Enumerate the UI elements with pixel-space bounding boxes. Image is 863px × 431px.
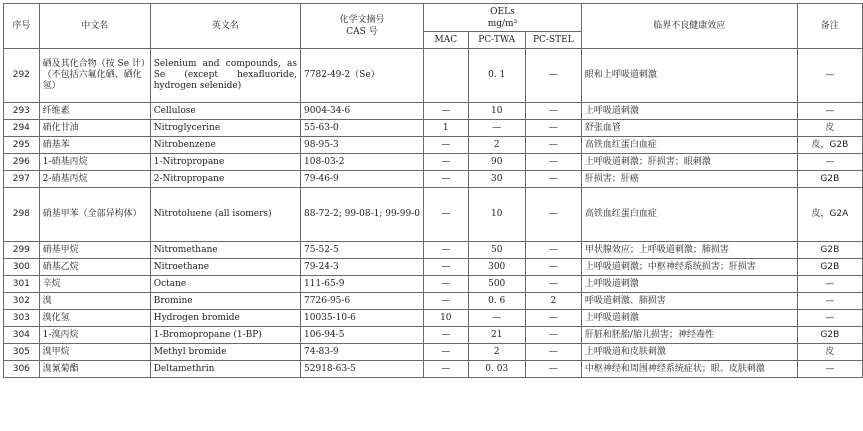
table-row — [4, 103, 863, 120]
table-row — [4, 120, 863, 137]
header-remark: 备注 — [797, 4, 862, 49]
cell-remark: 皮，G2A — [797, 188, 862, 242]
cell-cn-name: 硝基苯 — [39, 137, 150, 154]
cell-remark: — — [797, 310, 862, 327]
cell-pc-stel: — — [525, 242, 581, 259]
cell-cas: 79-24-3 — [301, 259, 424, 276]
table-row — [4, 154, 863, 171]
cell-pc-twa: — — [468, 310, 525, 327]
cell-no: 306 — [4, 361, 40, 378]
cell-cas: 7726-95-6 — [301, 293, 424, 310]
cell-remark: 皮 — [797, 120, 862, 137]
cell-no: 298 — [4, 188, 40, 242]
header-cas-line1: 化学文摘号 — [339, 15, 385, 25]
cell-pc-stel: — — [525, 310, 581, 327]
cell-mac: — — [423, 188, 468, 242]
cell-remark: — — [797, 103, 862, 120]
cell-pc-twa: — — [468, 120, 525, 137]
table-row — [4, 49, 863, 103]
cell-cn-name: 硝基甲烷 — [39, 242, 150, 259]
cell-en-name: Bromine — [150, 293, 300, 310]
cell-cas: 55-63-0 — [301, 120, 424, 137]
cell-mac: 1 — [423, 120, 468, 137]
cell-pc-stel: — — [525, 103, 581, 120]
cell-cn-name: 硝基乙烷 — [39, 259, 150, 276]
cell-pc-twa: 0. 03 — [468, 361, 525, 378]
cell-remark: G2B — [797, 242, 862, 259]
cell-mac: — — [423, 344, 468, 361]
cell-pc-twa: 0. 1 — [468, 49, 525, 103]
header-effect: 临界不良健康效应 — [581, 4, 797, 49]
cell-mac: — — [423, 242, 468, 259]
cell-cas: 108-03-2 — [301, 154, 424, 171]
cell-pc-twa: 300 — [468, 259, 525, 276]
header-pc-stel: PC-STEL — [525, 32, 581, 49]
cell-en-name: 2-Nitropropane — [150, 171, 300, 188]
cell-mac: — — [423, 327, 468, 344]
table-row — [4, 242, 863, 259]
cell-pc-stel: — — [525, 327, 581, 344]
cell-no: 293 — [4, 103, 40, 120]
cell-cas: 74-83-9 — [301, 344, 424, 361]
cell-en-name: Nitromethane — [150, 242, 300, 259]
cell-en-name: Nitrobenzene — [150, 137, 300, 154]
cell-en-name: Hydrogen bromide — [150, 310, 300, 327]
cell-cn-name: 辛烷 — [39, 276, 150, 293]
cell-remark: — — [797, 293, 862, 310]
cell-en-name: Deltamethrin — [150, 361, 300, 378]
cell-no: 295 — [4, 137, 40, 154]
table-row — [4, 137, 863, 154]
table-row — [4, 310, 863, 327]
cell-pc-stel: — — [525, 137, 581, 154]
table-row — [4, 293, 863, 310]
cell-no: 300 — [4, 259, 40, 276]
cell-pc-twa: 10 — [468, 103, 525, 120]
cell-pc-twa: 10 — [468, 188, 525, 242]
header-cn-name: 中文名 — [39, 4, 150, 49]
cell-pc-stel: — — [525, 259, 581, 276]
cell-remark: — — [797, 276, 862, 293]
cell-en-name: Nitroethane — [150, 259, 300, 276]
cell-cas: 106-94-5 — [301, 327, 424, 344]
cell-mac: — — [423, 171, 468, 188]
cell-pc-stel: 2 — [525, 293, 581, 310]
cell-remark: — — [797, 361, 862, 378]
cell-en-name: Selenium and compounds, as Se (except hexafluoride, hydrogen selenide) — [150, 49, 300, 103]
cell-cn-name: 2-硝基丙烷 — [39, 171, 150, 188]
cell-effect: 肝脏和胚胎/胎儿损害；神经毒性 — [581, 327, 797, 344]
cell-cas: 79-46-9 — [301, 171, 424, 188]
cell-pc-stel: — — [525, 120, 581, 137]
cell-no: 304 — [4, 327, 40, 344]
cell-mac: — — [423, 137, 468, 154]
cell-cn-name: 纤维素 — [39, 103, 150, 120]
cell-no: 296 — [4, 154, 40, 171]
cell-cn-name: 1-硝基丙烷 — [39, 154, 150, 171]
cell-cn-name: 溴化氢 — [39, 310, 150, 327]
cell-no: 305 — [4, 344, 40, 361]
cell-cn-name: 溴甲烷 — [39, 344, 150, 361]
cell-pc-twa: 90 — [468, 154, 525, 171]
cell-effect: 上呼吸道刺激 — [581, 310, 797, 327]
header-no: 序号 — [4, 4, 40, 49]
cell-cn-name: 硒及其化合物（按 Se 计）（不包括六氟化硒、硒化氢） — [39, 49, 150, 103]
table-row — [4, 188, 863, 242]
cell-mac: — — [423, 154, 468, 171]
cell-cas: 7782-49-2（Se） — [301, 49, 424, 103]
cell-cn-name: 溴氰菊酯 — [39, 361, 150, 378]
cell-en-name: Methyl bromide — [150, 344, 300, 361]
cell-effect: 高铁血红蛋白血症 — [581, 188, 797, 242]
header-oels-line1: OELs — [490, 6, 515, 17]
cell-no: 301 — [4, 276, 40, 293]
cell-mac: — — [423, 103, 468, 120]
cell-cas: 10035-10-6 — [301, 310, 424, 327]
cell-pc-stel: — — [525, 361, 581, 378]
cell-cn-name: 硝化甘油 — [39, 120, 150, 137]
cell-effect: 上呼吸道和皮肤刺激 — [581, 344, 797, 361]
cell-cas: 52918-63-5 — [301, 361, 424, 378]
cell-cn-name: 硝基甲苯（全部异构体） — [39, 188, 150, 242]
table-row — [4, 344, 863, 361]
cell-pc-twa: 0. 6 — [468, 293, 525, 310]
cell-en-name: Nitrotoluene (all isomers) — [150, 188, 300, 242]
table-row — [4, 259, 863, 276]
cell-mac — [423, 49, 468, 103]
cell-effect: 上呼吸道刺激；肝损害；眼刺激 — [581, 154, 797, 171]
cell-effect: 肝损害；肝癌 — [581, 171, 797, 188]
header-oels-line2: mg/m³ — [487, 18, 518, 29]
cell-en-name: Cellulose — [150, 103, 300, 120]
cell-remark: — — [797, 154, 862, 171]
cell-effect: 高铁血红蛋白血症 — [581, 137, 797, 154]
cell-remark: G2B — [797, 327, 862, 344]
cell-remark: 皮，G2B — [797, 137, 862, 154]
cell-cn-name: 1-溴丙烷 — [39, 327, 150, 344]
cell-effect: 甲状腺效应；上呼吸道刺激；肺损害 — [581, 242, 797, 259]
header-cas-line2: CAS 号 — [346, 27, 378, 37]
cell-en-name: Nitroglycerine — [150, 120, 300, 137]
cell-pc-stel: — — [525, 276, 581, 293]
cell-pc-stel: — — [525, 154, 581, 171]
cell-effect: 上呼吸道刺激 — [581, 276, 797, 293]
cell-remark: G2B — [797, 171, 862, 188]
cell-pc-twa: 2 — [468, 137, 525, 154]
cell-effect: 呼吸道刺激、肺损害 — [581, 293, 797, 310]
table-row — [4, 276, 863, 293]
cell-pc-twa: 500 — [468, 276, 525, 293]
cell-remark: 皮 — [797, 344, 862, 361]
cell-effect: 眼和上呼吸道刺激 — [581, 49, 797, 103]
cell-en-name: 1-Nitropropane — [150, 154, 300, 171]
table-row — [4, 171, 863, 188]
cell-mac: 10 — [423, 310, 468, 327]
cell-no: 303 — [4, 310, 40, 327]
cell-mac: — — [423, 293, 468, 310]
table-row — [4, 327, 863, 344]
cell-pc-twa: 21 — [468, 327, 525, 344]
cell-effect: 中枢神经和周围神经系统症状；眼、皮肤刺激 — [581, 361, 797, 378]
oel-table — [3, 3, 863, 378]
cell-en-name: 1-Bromopropane (1-BP) — [150, 327, 300, 344]
cell-pc-twa: 50 — [468, 242, 525, 259]
cell-cn-name: 溴 — [39, 293, 150, 310]
cell-pc-stel: — — [525, 188, 581, 242]
cell-mac: — — [423, 361, 468, 378]
header-oels — [423, 4, 581, 32]
cell-cas: 88-72-2; 99-08-1; 99-99-0 — [301, 188, 424, 242]
cell-pc-stel: — — [525, 49, 581, 103]
cell-cas: 9004-34-6 — [301, 103, 424, 120]
cell-effect: 上呼吸道刺激；中枢神经系统损害；肝损害 — [581, 259, 797, 276]
cell-effect: 上呼吸道刺激 — [581, 103, 797, 120]
cell-cas: 75-52-5 — [301, 242, 424, 259]
header-cas — [301, 4, 424, 49]
cell-mac: — — [423, 259, 468, 276]
cell-cas: 98-95-3 — [301, 137, 424, 154]
cell-pc-stel: — — [525, 344, 581, 361]
cell-no: 294 — [4, 120, 40, 137]
table-body — [4, 49, 863, 378]
cell-no: 299 — [4, 242, 40, 259]
cell-pc-twa: 2 — [468, 344, 525, 361]
cell-cas: 111-65-9 — [301, 276, 424, 293]
table-row — [4, 361, 863, 378]
cell-remark: — — [797, 49, 862, 103]
header-mac: MAC — [423, 32, 468, 49]
cell-pc-twa: 30 — [468, 171, 525, 188]
cell-no: 302 — [4, 293, 40, 310]
cell-pc-stel: — — [525, 171, 581, 188]
cell-effect: 舒张血管 — [581, 120, 797, 137]
cell-no: 292 — [4, 49, 40, 103]
header-pc-twa: PC-TWA — [468, 32, 525, 49]
cell-mac: — — [423, 276, 468, 293]
cell-en-name: Octane — [150, 276, 300, 293]
cell-no: 297 — [4, 171, 40, 188]
header-en-name: 英文名 — [150, 4, 300, 49]
cell-remark: G2B — [797, 259, 862, 276]
